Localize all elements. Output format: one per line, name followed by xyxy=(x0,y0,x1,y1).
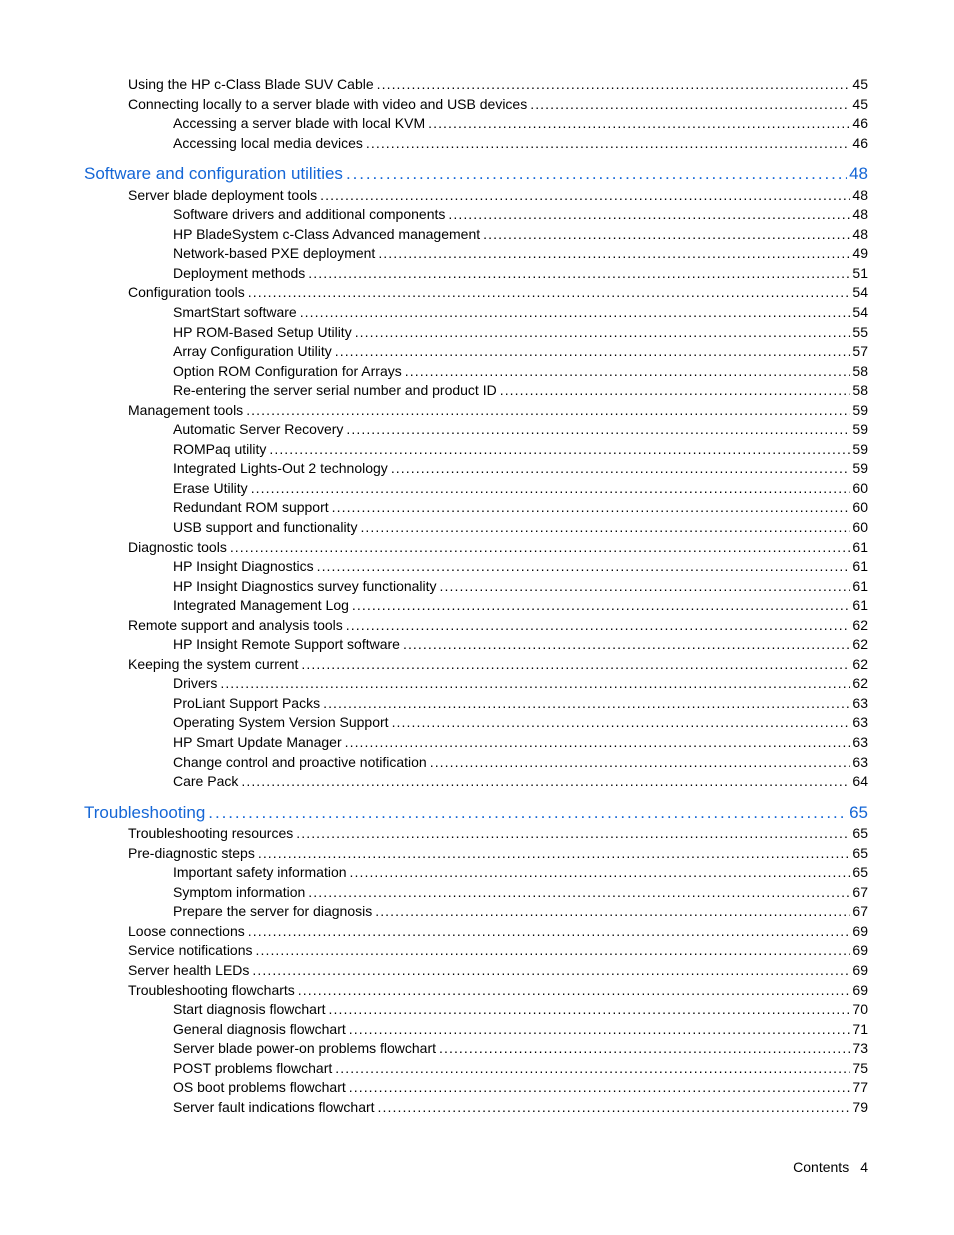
toc-leader-dots xyxy=(300,303,851,323)
toc-entry[interactable] xyxy=(0,863,954,883)
toc-entry[interactable] xyxy=(0,902,954,922)
toc-entry-page-number: 61 xyxy=(852,538,868,555)
toc-entry-title: Troubleshooting xyxy=(84,802,206,822)
toc-entry-title: Configuration tools xyxy=(128,284,245,301)
toc-entry-title: Automatic Server Recovery xyxy=(173,421,344,438)
toc-leader-dots xyxy=(500,381,851,401)
toc-entry-title: OS boot problems flowchart xyxy=(173,1079,346,1096)
toc-entry-title: USB support and functionality xyxy=(173,518,358,535)
toc-entry-page-number: 54 xyxy=(852,284,868,301)
toc-entry[interactable] xyxy=(0,205,954,225)
toc-entry[interactable] xyxy=(0,498,954,518)
toc-leader-dots xyxy=(355,323,851,343)
toc-entry-page-number: 46 xyxy=(852,134,868,151)
toc-entry[interactable] xyxy=(0,1020,954,1040)
toc-entry[interactable] xyxy=(0,244,954,264)
toc-entry[interactable] xyxy=(0,883,954,903)
toc-entry-page-number: 59 xyxy=(852,440,868,457)
toc-entry-page-number: 67 xyxy=(852,903,868,920)
toc-leader-dots xyxy=(251,479,851,499)
toc-entry-page-number: 70 xyxy=(852,1001,868,1018)
toc-leader-dots xyxy=(530,95,850,115)
toc-entry[interactable] xyxy=(0,264,954,284)
toc-leader-dots xyxy=(346,616,851,636)
toc-entry-page-number: 60 xyxy=(852,518,868,535)
toc-leader-dots xyxy=(329,1000,851,1020)
footer-page-number: 4 xyxy=(860,1159,868,1175)
toc-entry-title: Management tools xyxy=(128,401,244,418)
toc-entry-page-number: 62 xyxy=(852,616,868,633)
toc-leader-dots xyxy=(246,401,850,421)
toc-entry-page-number: 63 xyxy=(852,734,868,750)
toc-entry-title: HP BladeSystem c-Class Advanced management xyxy=(173,225,481,242)
toc-leader-dots xyxy=(375,902,850,922)
toc-section-heading[interactable] xyxy=(0,163,954,185)
toc-entry[interactable] xyxy=(0,557,954,577)
toc-entry-page-number: 62 xyxy=(852,675,868,692)
toc-entry[interactable] xyxy=(0,844,954,864)
toc-entry-page-number: 63 xyxy=(852,694,868,711)
toc-entry[interactable] xyxy=(0,772,954,792)
toc-leader-dots xyxy=(298,981,851,1001)
toc-leader-dots xyxy=(220,674,850,694)
toc-leader-dots xyxy=(256,941,851,961)
toc-entry-title: Server fault indications flowchart xyxy=(173,1098,375,1115)
toc-leader-dots xyxy=(335,342,851,362)
toc-entry[interactable] xyxy=(0,134,954,154)
toc-entry-page-number: 60 xyxy=(852,499,868,516)
toc-entry-page-number: 54 xyxy=(852,303,868,320)
toc-entry-page-number: 67 xyxy=(852,883,868,900)
toc-entry-page-number: 62 xyxy=(852,636,868,653)
toc-entry-page-number: 79 xyxy=(852,1098,868,1115)
toc-entry-title: Care Pack xyxy=(173,773,239,790)
toc-leader-dots xyxy=(248,283,851,303)
toc-entry[interactable] xyxy=(0,479,954,499)
toc-leader-dots xyxy=(448,205,850,225)
toc-entry-title: Troubleshooting flowcharts xyxy=(128,981,295,998)
toc-entry[interactable] xyxy=(0,1098,954,1118)
toc-leader-dots xyxy=(241,772,850,792)
toc-entry-page-number: 73 xyxy=(852,1040,868,1057)
footer-label: Contents xyxy=(793,1159,850,1175)
toc-entry-page-number: 65 xyxy=(852,825,868,842)
toc-entry-title: Symptom information xyxy=(173,883,306,900)
toc-entry-title: ROMPaq utility xyxy=(173,440,267,457)
toc-entry-page-number: 59 xyxy=(852,460,868,477)
toc-entry-page-number: 69 xyxy=(852,981,868,998)
toc-entry-page-number: 64 xyxy=(852,773,868,790)
toc-entry-title: Start diagnosis flowchart xyxy=(173,1001,326,1018)
toc-entry-page-number: 48 xyxy=(849,164,868,184)
toc-leader-dots xyxy=(405,362,851,382)
toc-entry-page-number: 46 xyxy=(852,115,868,132)
toc-entry-page-number: 45 xyxy=(852,76,868,92)
toc-leader-dots xyxy=(230,538,851,558)
toc-leader-dots xyxy=(352,596,851,616)
toc-entry-page-number: 61 xyxy=(852,597,868,614)
toc-entry-page-number: 77 xyxy=(852,1079,868,1096)
toc-entry-page-number: 51 xyxy=(852,264,868,281)
toc-leader-dots xyxy=(391,459,851,479)
toc-leader-dots xyxy=(346,420,850,440)
toc-entry[interactable] xyxy=(0,733,954,753)
toc-leader-dots xyxy=(360,518,850,538)
toc-entry-title: Using the HP c-Class Blade SUV Cable xyxy=(128,76,374,92)
toc-entry-title: Loose connections xyxy=(128,922,245,939)
toc-entry[interactable] xyxy=(0,1059,954,1079)
toc-entry[interactable] xyxy=(0,1000,954,1020)
toc-leader-dots xyxy=(335,1059,850,1079)
toc-entry-title: Server blade deployment tools xyxy=(128,186,318,203)
toc-entry[interactable] xyxy=(0,1078,954,1098)
toc-leader-dots xyxy=(428,114,850,134)
toc-entry-page-number: 65 xyxy=(849,802,868,822)
toc-entry-title: Re-entering the server serial number and product ID xyxy=(173,382,497,399)
toc-entry[interactable] xyxy=(0,961,954,981)
toc-entry[interactable] xyxy=(0,616,954,636)
toc-leader-dots xyxy=(345,733,851,753)
toc-entry[interactable] xyxy=(0,713,954,733)
toc-entry-title: Prepare the server for diagnosis xyxy=(173,903,373,920)
toc-entry-page-number: 48 xyxy=(852,206,868,223)
toc-entry[interactable] xyxy=(0,635,954,655)
toc-entry-title: HP Insight Diagnostics survey functionality xyxy=(173,577,437,594)
toc-entry-title: HP Insight Remote Support software xyxy=(173,636,400,653)
toc-entry-title: Option ROM Configuration for Arrays xyxy=(173,362,402,379)
toc-entry[interactable] xyxy=(0,753,954,773)
toc-entry[interactable] xyxy=(0,303,954,323)
toc-entry-title: Array Configuration Utility xyxy=(173,343,332,360)
toc-entry[interactable] xyxy=(0,342,954,362)
toc-entry[interactable] xyxy=(0,420,954,440)
toc-entry[interactable] xyxy=(0,922,954,942)
toc-leader-dots xyxy=(308,883,850,903)
toc-entry[interactable] xyxy=(0,440,954,460)
toc-entry-title: Keeping the system current xyxy=(128,655,299,672)
toc-section-heading[interactable] xyxy=(0,802,954,824)
toc-leader-dots xyxy=(346,163,847,185)
toc-entry-title: Integrated Management Log xyxy=(173,597,349,614)
toc-entry[interactable] xyxy=(0,75,954,95)
toc-leader-dots xyxy=(252,961,850,981)
toc-leader-dots xyxy=(377,75,851,95)
toc-entry-page-number: 62 xyxy=(852,655,868,672)
toc-entry[interactable] xyxy=(0,577,954,597)
toc-entry-page-number: 61 xyxy=(852,577,868,594)
toc-leader-dots xyxy=(439,1039,850,1059)
toc-entry[interactable] xyxy=(0,114,954,134)
toc-entry-title: Software drivers and additional components xyxy=(173,206,446,223)
toc-entry-page-number: 71 xyxy=(852,1020,868,1037)
toc-entry-title: Server health LEDs xyxy=(128,961,250,978)
toc-entry-title: HP Smart Update Manager xyxy=(173,734,342,750)
toc-leader-dots xyxy=(320,186,850,206)
toc-leader-dots xyxy=(258,844,851,864)
toc-leader-dots xyxy=(269,440,850,460)
toc-entry-title: Integrated Lights-Out 2 technology xyxy=(173,460,388,477)
toc-entry-page-number: 63 xyxy=(852,753,868,770)
toc-leader-dots xyxy=(317,557,851,577)
toc-entry[interactable] xyxy=(0,538,954,558)
toc-entry-page-number: 48 xyxy=(852,225,868,242)
toc-entry[interactable] xyxy=(0,323,954,343)
toc-leader-dots xyxy=(248,922,851,942)
toc-entry[interactable] xyxy=(0,459,954,479)
toc-entry-title: Change control and proactive notification xyxy=(173,753,427,770)
toc-entry[interactable] xyxy=(0,518,954,538)
toc-entry[interactable] xyxy=(0,824,954,844)
toc-entry[interactable] xyxy=(0,596,954,616)
toc-entry-title: Drivers xyxy=(173,675,218,692)
toc-leader-dots xyxy=(332,498,851,518)
toc-entry-title: HP ROM-Based Setup Utility xyxy=(173,323,352,340)
toc-entry-page-number: 60 xyxy=(852,479,868,496)
toc-entry[interactable] xyxy=(0,225,954,245)
toc-entry-title: POST problems flowchart xyxy=(173,1059,333,1076)
toc-entry[interactable] xyxy=(0,941,954,961)
toc-entry-title: Network-based PXE deployment xyxy=(173,245,376,262)
toc-entry-page-number: 61 xyxy=(852,558,868,575)
toc-entry-title: Server blade power-on problems flowchart xyxy=(173,1040,437,1057)
toc-leader-dots xyxy=(403,635,850,655)
toc-leader-dots xyxy=(366,134,851,154)
toc-entry[interactable] xyxy=(0,401,954,421)
toc-entry-page-number: 69 xyxy=(852,942,868,959)
toc-entry-title: Deployment methods xyxy=(173,264,306,281)
toc-entry-page-number: 75 xyxy=(852,1059,868,1076)
toc-leader-dots xyxy=(208,802,847,824)
toc-entry-page-number: 57 xyxy=(852,343,868,360)
toc-leader-dots xyxy=(301,655,850,675)
toc-entry-title: HP Insight Diagnostics xyxy=(173,558,314,575)
toc-leader-dots xyxy=(349,1078,851,1098)
toc-entry-page-number: 69 xyxy=(852,961,868,978)
table-of-contents xyxy=(0,75,954,1117)
toc-entry-page-number: 59 xyxy=(852,421,868,438)
toc-entry-page-number: 45 xyxy=(852,95,868,112)
toc-leader-dots xyxy=(378,1098,851,1118)
toc-entry[interactable] xyxy=(0,362,954,382)
toc-leader-dots xyxy=(392,713,851,733)
toc-entry-title: Diagnostic tools xyxy=(128,538,227,555)
toc-entry[interactable] xyxy=(0,186,954,206)
toc-leader-dots xyxy=(430,753,851,773)
toc-entry-title: SmartStart software xyxy=(173,303,297,320)
toc-entry-title: Remote support and analysis tools xyxy=(128,616,343,633)
toc-entry-page-number: 55 xyxy=(852,323,868,340)
toc-entry-title: Accessing local media devices xyxy=(173,134,363,151)
toc-entry-title: Software and configuration utilities xyxy=(84,164,343,184)
toc-entry[interactable] xyxy=(0,981,954,1001)
toc-entry-page-number: 69 xyxy=(852,922,868,939)
toc-leader-dots xyxy=(296,824,850,844)
toc-entry[interactable] xyxy=(0,694,954,714)
toc-entry-title: Troubleshooting resources xyxy=(128,825,294,842)
toc-entry-page-number: 49 xyxy=(852,245,868,262)
toc-entry-title: Service notifications xyxy=(128,942,253,959)
toc-entry-title: Erase Utility xyxy=(173,479,248,496)
toc-entry-page-number: 58 xyxy=(852,362,868,379)
toc-leader-dots xyxy=(349,1020,851,1040)
toc-leader-dots xyxy=(308,264,850,284)
page-footer xyxy=(793,1158,868,1177)
toc-entry[interactable] xyxy=(0,381,954,401)
toc-entry-title: Redundant ROM support xyxy=(173,499,329,516)
toc-entry-page-number: 58 xyxy=(852,382,868,399)
toc-leader-dots xyxy=(350,863,851,883)
toc-entry-title: ProLiant Support Packs xyxy=(173,694,321,711)
toc-entry[interactable] xyxy=(0,655,954,675)
toc-entry[interactable] xyxy=(0,1039,954,1059)
toc-entry-page-number: 63 xyxy=(852,714,868,731)
toc-leader-dots xyxy=(440,577,851,597)
toc-entry-title: Connecting locally to a server blade with video and USB devices xyxy=(128,95,528,112)
toc-entry-title: Important safety information xyxy=(173,864,347,881)
toc-entry[interactable] xyxy=(0,674,954,694)
toc-entry-page-number: 59 xyxy=(852,401,868,418)
toc-leader-dots xyxy=(378,244,850,264)
toc-leader-dots xyxy=(323,694,850,714)
toc-entry-page-number: 48 xyxy=(852,186,868,203)
toc-leader-dots xyxy=(483,225,850,245)
toc-entry-page-number: 65 xyxy=(852,844,868,861)
toc-entry-page-number: 65 xyxy=(852,864,868,881)
toc-entry-title: General diagnosis flowchart xyxy=(173,1020,346,1037)
toc-entry-title: Pre-diagnostic steps xyxy=(128,844,255,861)
toc-entry[interactable] xyxy=(0,283,954,303)
toc-entry[interactable] xyxy=(0,95,954,115)
toc-entry-title: Accessing a server blade with local KVM xyxy=(173,115,426,132)
toc-entry-title: Operating System Version Support xyxy=(173,714,389,731)
